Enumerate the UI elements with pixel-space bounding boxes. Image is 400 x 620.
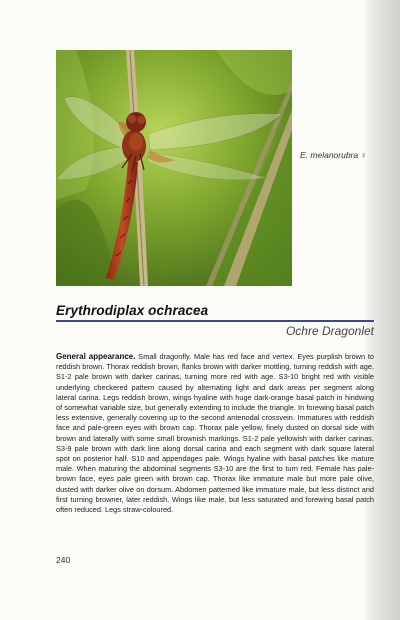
page-number: 240: [56, 555, 71, 565]
description-heading: General appearance.: [56, 352, 136, 361]
description-text: Small dragonfly. Male has red face and vertex. Eyes purplish brown to reddish brown. Thorax reddish brown, flanks brown with darker mottling, turning reddish with age. S1-2 pale brown with darker carinas, turning more red with age. S3-10 bright red with visible underlying checkered pattern caused by alternating light and dark areas per segment along lateral carina. Legs reddish brown, wings hyaline with huge dark-orange basal patch in hindwing of somewhat variable size, but generally extending to include the triangle. In forewing basal patch less extensive, generally covering up to the second antenodal crossvein. Immatures with reddish face and pale-green eyes with brown cap. Thorax pale yellow, finely dusted on dorsal side with brown and laterally with some small brownish markings. S1-2 pale yellowish with darker carinas. S3-9 pale brown with dark line along dorsal carina and each segment with dark square lateral spot on posterior half. S10 and appendages pale. Wings hyaline with basal patches like mature male. When maturing the abdominal segments S3-10 are the first to turn red. Female has pale-brown face, eyes pale green with brown cap. Thorax like immature male but more pale olive, dusted with darker olive on dorsum. Abdomen patterned like immature male, but less distinct and first turning browner, later reddish. Wings like male, but less saturated and forewing basal patch often reduced. Legs straw-coloured.: [56, 352, 374, 515]
species-common-name: Ochre Dragonlet: [285, 324, 374, 338]
species-description: [56, 352, 374, 515]
book-gutter: [366, 0, 400, 620]
dragonfly-photo: [56, 50, 292, 286]
species-scientific-name: Erythrodiplax ochracea: [56, 303, 209, 318]
photo-caption: E. melanorubra ♀: [300, 150, 367, 160]
title-rule: [56, 320, 374, 322]
